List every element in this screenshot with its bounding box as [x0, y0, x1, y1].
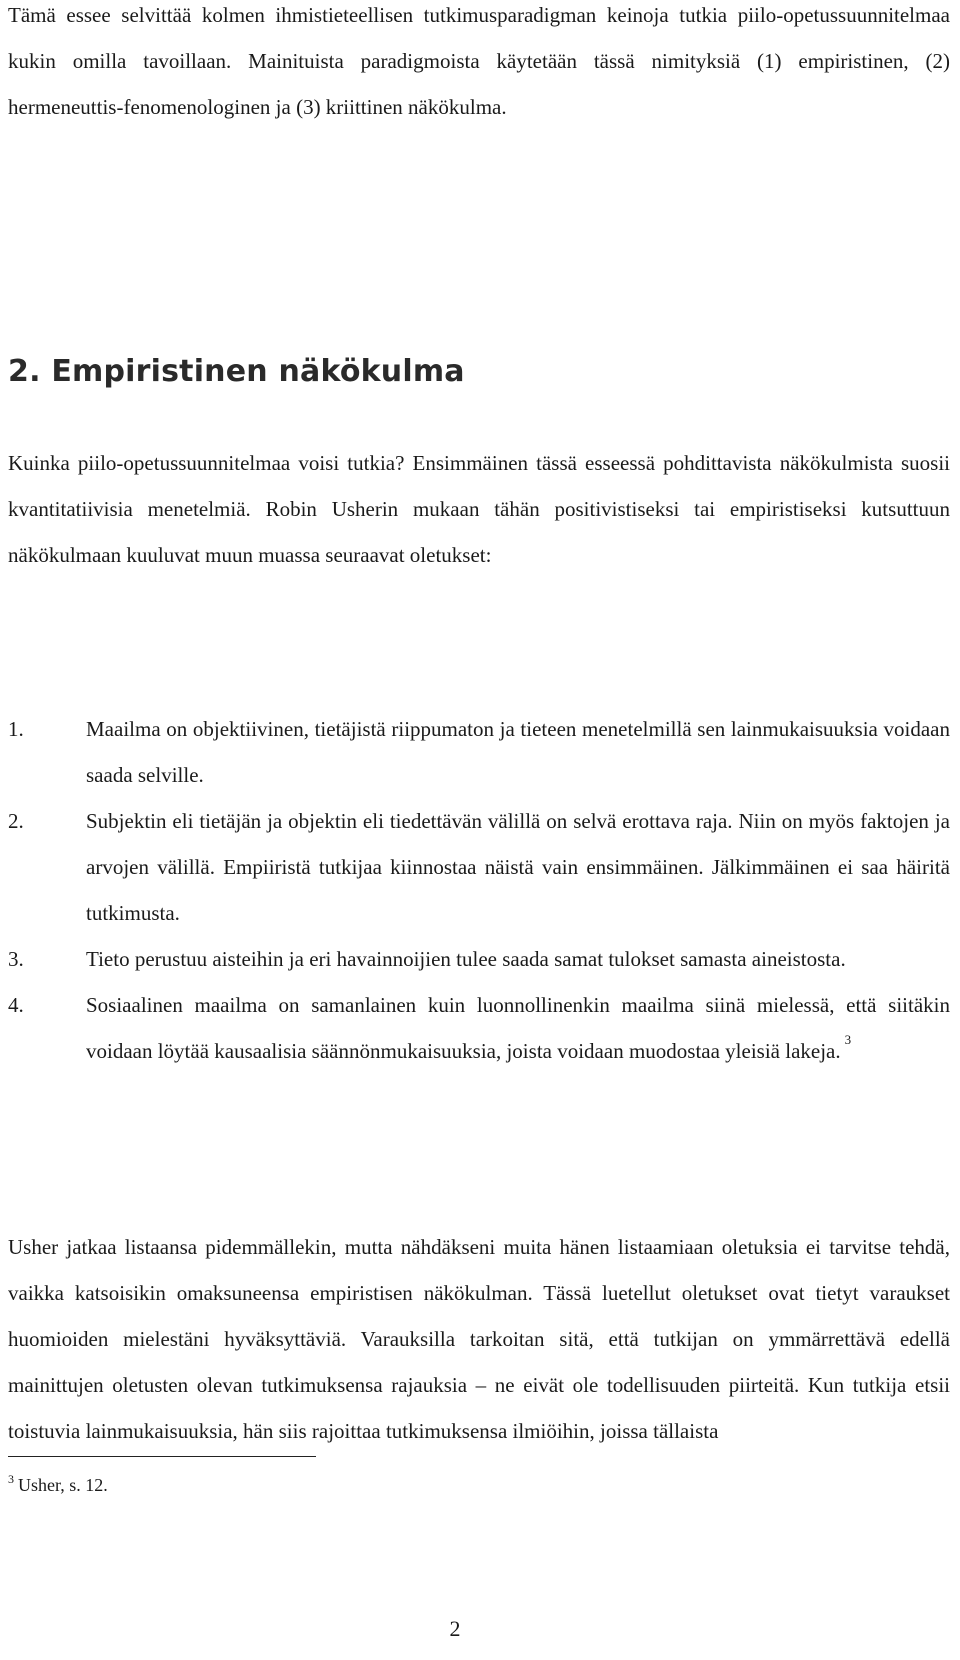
list-item — [8, 982, 950, 1074]
page-number: 2 — [449, 1616, 461, 1641]
list-item-number: 1. — [8, 717, 24, 741]
intro-paragraph: Tämä essee selvittää kolmen ihmistieteellisen tutkimusparadigman keinoja tutkia piilo-opetussuunnitelmaa kukin omilla tavoillaan. Mainituista paradigmoista käytetään tässä nimityksiä (1) empiristinen, (2) hermeneuttis-fenomenologinen ja (3) kriittinen näkökulma. — [8, 3, 950, 119]
footnote-marker: 3 — [8, 1472, 14, 1486]
body-paragraph-2: Usher jatkaa listaansa pidemmällekin, mutta nähdäkseni muita hänen listaamiaan oletuksia ei tarvitse tehdä, vaikka katsoisikin omaksuneensa empiristisen näkökulman. Tässä luetellut oletukset ovat tietyt varaukset huomioiden mielestäni hyväksyttäviä. Varauksilla tarkoitan sitä, että tutkijan on ymmärrettävä edellä mainittujen oletusten olevan tutkimuksensa rajauksia – ne eivät ole todellisuuden piirteitä. Kun tutkija etsii toistuvia lainmukaisuuksia, hän siis rajoittaa tutkimuksensa ilmiöihin, joissa tällaista — [8, 1235, 950, 1443]
list-item-number: 4. — [8, 993, 24, 1017]
assumptions-list — [8, 706, 950, 1074]
footnote-text: Usher, s. 12. — [18, 1475, 108, 1495]
section-heading: 2. Empiristinen näkökulma — [8, 354, 465, 389]
list-item — [8, 936, 950, 982]
list-item-text: Maailma on objektiivinen, tietäjistä riippumaton ja tieteen menetelmillä sen lainmukaisuuksia voidaan saada selville. — [86, 717, 950, 787]
list-item-number: 2. — [8, 809, 24, 833]
list-item — [8, 798, 950, 936]
list-item-number: 3. — [8, 947, 24, 971]
list-item-text: Subjektin eli tietäjän ja objektin eli tiedettävän välillä on selvä erottava raja. Niin on myös faktojen ja arvojen välillä. Empiiristä tutkijaa kiinnostaa näistä vain ensimmäinen. Jälkimmäinen ei saa häiritä tutkimusta. — [86, 809, 950, 925]
list-item-text-content: Sosiaalinen maailma on samanlainen kuin luonnollinenkin maailma siinä mielessä, että siitäkin voidaan löytää kausaalisia säännönmukaisuuksia, joista voidaan muodostaa yleisiä lakeja. — [86, 993, 950, 1063]
footnote-reference[interactable]: 3 — [844, 1032, 852, 1047]
footnote-divider — [8, 1456, 316, 1457]
list-item-text: Tieto perustuu aisteihin ja eri havainnoijien tulee saada samat tulokset samasta aineistosta. — [86, 947, 846, 971]
list-item-text — [86, 982, 950, 1074]
footnote — [8, 1472, 108, 1498]
body-paragraph-1: Kuinka piilo-opetussuunnitelmaa voisi tutkia? Ensimmäinen tässä esseessä pohdittavista näkökulmista suosii kvantitatiivisia menetelmiä. Robin Usherin mukaan tähän positivistiseksi tai empiristiseksi kutsuttuun näkökulmaan kuuluvat muun muassa seuraavat oletukset: — [8, 451, 950, 567]
list-item — [8, 706, 950, 798]
